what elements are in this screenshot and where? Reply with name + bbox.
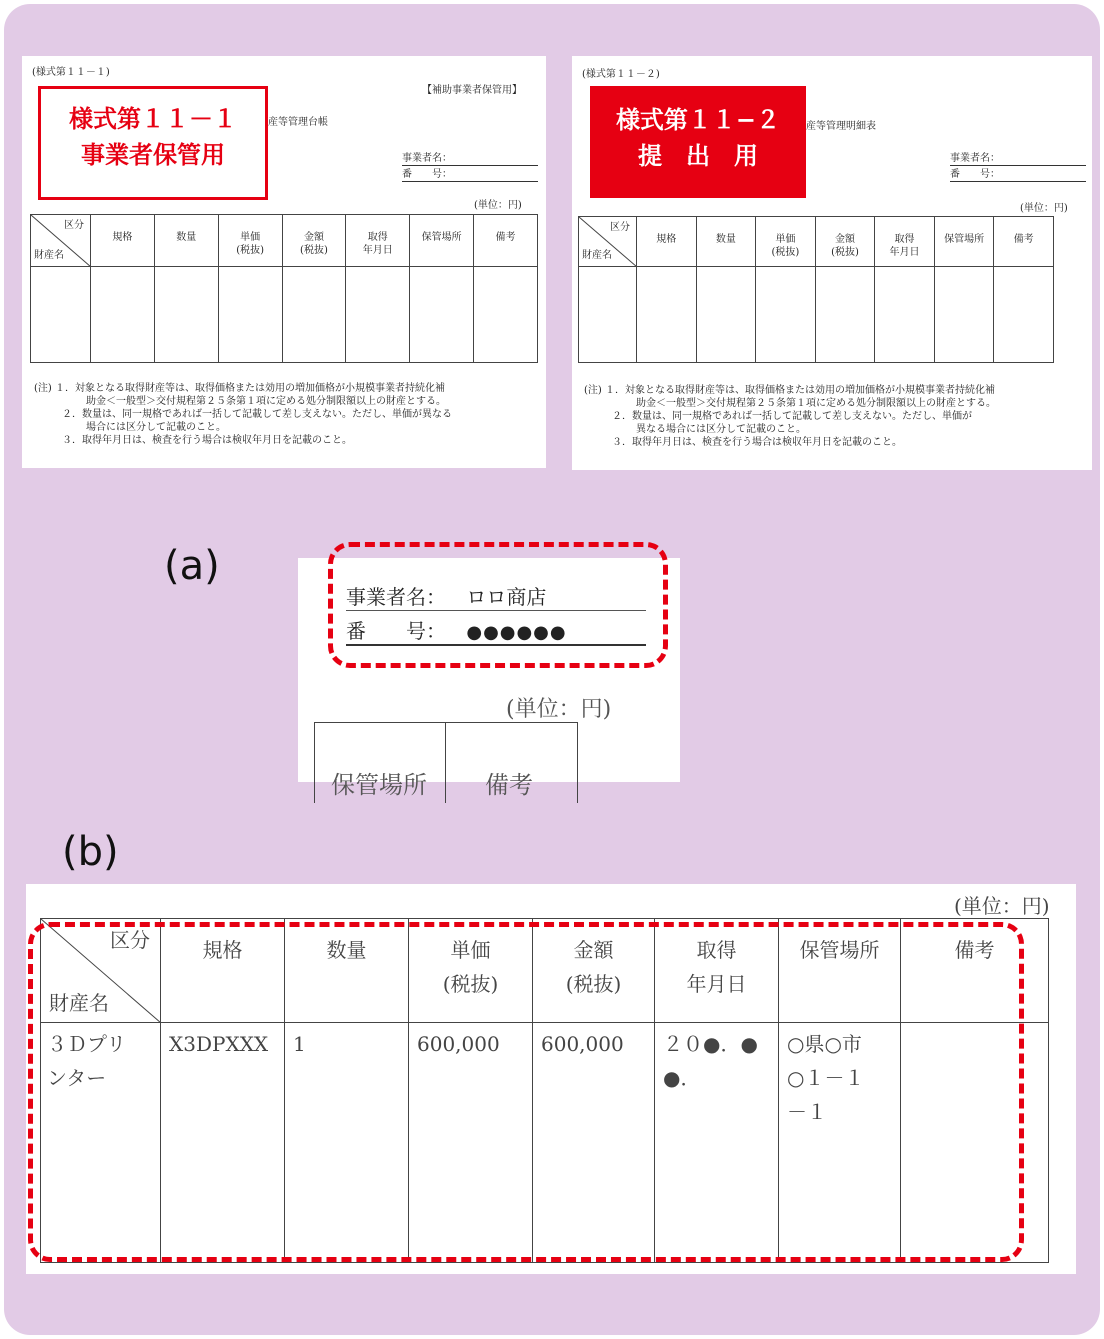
business-name-value: ロロ商店 — [466, 585, 547, 609]
column-header: 単価 (税抜) — [218, 215, 282, 267]
note-line: 場合には区分して記載のこと。 — [86, 422, 226, 433]
column-header: 保管場所 — [934, 217, 994, 267]
badge-line-2: 提 出 用 — [638, 142, 758, 170]
corner-bottom-label: 財産名 — [34, 250, 64, 261]
column-header: 数量 — [154, 215, 218, 267]
corner-bottom-label: 財産名 — [49, 991, 109, 1015]
cell-location: ○県○市 ○１－１ －１ — [779, 1023, 901, 1263]
cell-acquired-date: ２０●．● ●． — [655, 1023, 779, 1263]
asset-table — [578, 216, 1054, 363]
unit-label: (単位：円) — [506, 697, 612, 722]
note-line: ３．取得年月日は、検査を行う場合は検収年月日を記載のこと。 — [612, 437, 902, 448]
column-header-remarks: 備考 — [901, 919, 1049, 1023]
note-line: ２．数量は、同一規格であれば一括して記載して差し支えない。ただし、単価が — [612, 411, 972, 422]
form-title: 産等管理台帳 — [268, 117, 328, 128]
corner-top-label: 区分 — [64, 220, 84, 231]
corner-top-label: 区分 — [610, 222, 630, 233]
business-name-field: 事業者名： — [402, 152, 538, 166]
column-header-amount: 金額 (税抜) — [533, 919, 655, 1023]
business-number-field: 番 号： — [950, 168, 1086, 182]
note-line: (注) １．対象となる取得財産等は、取得価格または効用の増加価格が小規模事業者持続化補 — [584, 385, 995, 396]
highlight-business-info — [328, 542, 668, 668]
badge-line-2: 事業者保管用 — [81, 141, 225, 169]
column-header: 単価 (税抜) — [756, 217, 816, 267]
section-a-label: (a) — [164, 543, 220, 589]
column-header: 取得 年月日 — [875, 217, 935, 267]
column-header: 取得 年月日 — [346, 215, 410, 267]
form-badge — [590, 86, 806, 198]
note-line: 異なる場合には区分して記載のこと。 — [636, 424, 806, 435]
note-line: 助金＜一般型＞交付規程第２５条第１項に定める処分制限額以上の財産とする。 — [86, 396, 446, 407]
unit-label: (単位：円) — [1020, 203, 1068, 214]
cell-spec: X3DPXXX — [161, 1023, 285, 1263]
business-number-label: 番 号： — [346, 619, 446, 643]
column-header: 規格 — [91, 215, 155, 267]
column-header: 数量 — [696, 217, 756, 267]
corner-cell — [579, 217, 637, 267]
business-number-field: 番 号： — [402, 168, 538, 182]
column-header: 備考 — [485, 771, 533, 799]
asset-table — [30, 214, 538, 363]
form-badge — [38, 86, 268, 200]
copy-label: 【補助事業者保管用】 — [422, 85, 522, 96]
column-header: 保管場所 — [331, 771, 427, 799]
corner-bottom-label: 財産名 — [582, 250, 612, 261]
form-number: (様式第１１－１) — [32, 67, 110, 78]
form-11-2-thumbnail — [572, 56, 1092, 470]
column-header: 金額 (税抜) — [282, 215, 346, 267]
form-11-1-thumbnail — [22, 56, 546, 468]
column-header: 規格 — [637, 217, 697, 267]
column-header-unit-price: 単価 (税抜) — [409, 919, 533, 1023]
column-header-acquired-date: 取得 年月日 — [655, 919, 779, 1023]
table-fragment — [314, 722, 578, 803]
business-number-value: ●●●●●● — [466, 622, 567, 643]
cell-unit-price: 600,000 — [409, 1023, 533, 1263]
cell-quantity: 1 — [285, 1023, 409, 1263]
business-name-label: 事業者名： — [346, 585, 446, 609]
column-divider — [445, 723, 446, 803]
note-line: ２．数量は、同一規格であれば一括して記載して差し支えない。ただし、単価が異なる — [62, 409, 452, 420]
badge-line-1: 様式第１１－１ — [69, 105, 237, 133]
business-name-field: 事業者名： — [950, 152, 1086, 166]
badge-line-1: 様式第１１−２ — [615, 106, 781, 134]
form-number: (様式第１１－２) — [582, 69, 660, 80]
column-header-quantity: 数量 — [285, 919, 409, 1023]
highlight-asset-table — [28, 922, 1024, 1262]
notes — [584, 384, 1090, 449]
unit-label: (単位：円) — [954, 894, 1050, 918]
note-line: ３．取得年月日は、検査を行う場合は検収年月日を記載のこと。 — [62, 435, 352, 446]
note-line: 助金＜一般型＞交付規程第２５条第１項に定める処分制限額以上の財産とする。 — [636, 398, 996, 409]
unit-label: (単位：円) — [474, 200, 522, 211]
note-line: (注) １．対象となる取得財産等は、取得価格または効用の増加価格が小規模事業者持続化補 — [34, 383, 445, 394]
form-title: 産等管理明細表 — [806, 121, 876, 132]
cell-asset-name: ３Ｄプリ ンター — [41, 1023, 161, 1263]
corner-cell — [31, 215, 91, 267]
section-b-label: (b) — [62, 829, 119, 875]
column-header-spec: 規格 — [161, 919, 285, 1023]
column-header: 備考 — [474, 215, 538, 267]
column-header-location: 保管場所 — [779, 919, 901, 1023]
column-header: 保管場所 — [410, 215, 474, 267]
column-header: 備考 — [994, 217, 1054, 267]
cell-amount: 600,000 — [533, 1023, 655, 1263]
corner-top-label: 区分 — [110, 928, 150, 952]
notes — [34, 382, 544, 447]
column-header: 金額 (税抜) — [815, 217, 875, 267]
